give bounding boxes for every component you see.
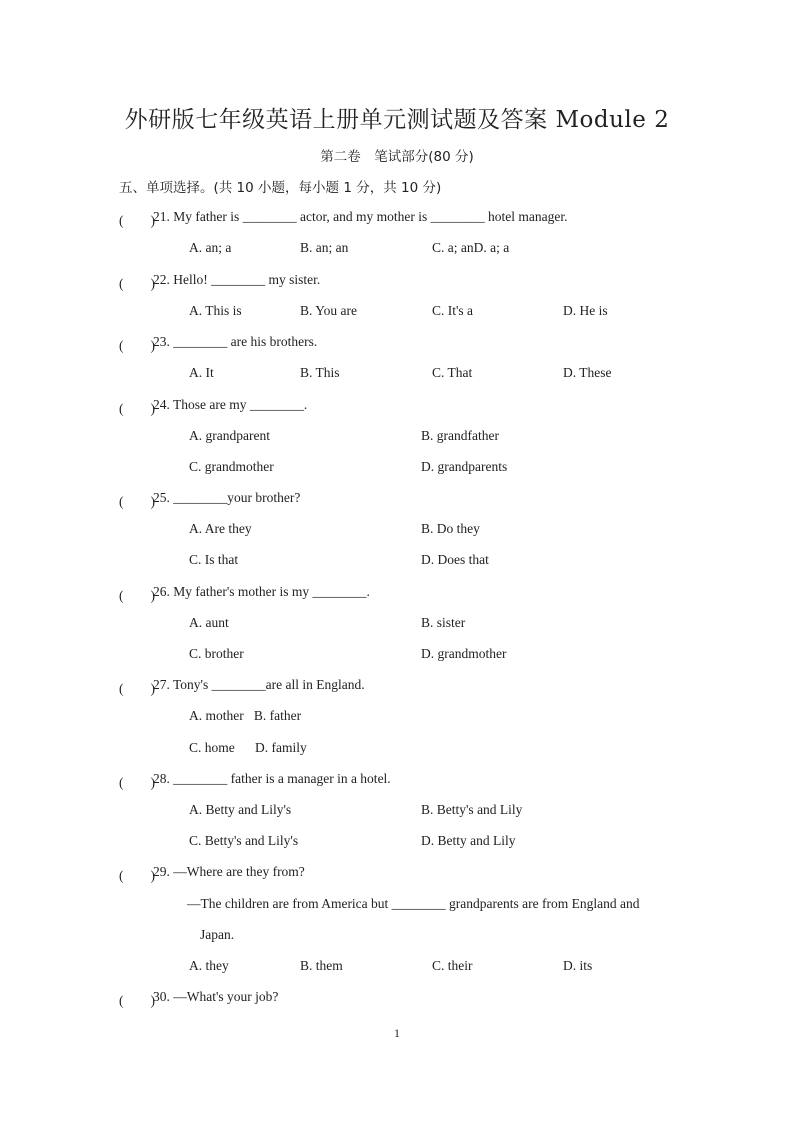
answer-blank[interactable]: ( ) bbox=[119, 681, 155, 696]
options-a-b[interactable]: A. mother B. father bbox=[189, 708, 302, 723]
answer-blank[interactable]: ( ) bbox=[119, 494, 155, 509]
question-continuation: Japan. bbox=[200, 927, 235, 942]
option-d[interactable]: D. Does that bbox=[421, 552, 489, 567]
options-c-d[interactable]: C. home D. family bbox=[189, 740, 307, 755]
document-subtitle: 第二卷 笔试部分(80 分) bbox=[320, 149, 474, 165]
answer-blank[interactable]: ( ) bbox=[119, 401, 155, 416]
question-text: 29. —Where are they from? bbox=[153, 864, 305, 879]
question-text: 26. My father's mother is my ________. bbox=[153, 584, 370, 599]
option-d[interactable]: D. grandmother bbox=[421, 646, 507, 661]
option-a[interactable]: A. This is bbox=[189, 303, 242, 318]
option-a[interactable]: A. Betty and Lily's bbox=[189, 802, 292, 817]
question-text: 27. Tony's ________are all in England. bbox=[153, 677, 365, 692]
question-text: 25. ________your brother? bbox=[153, 490, 301, 505]
question-text: 28. ________ father is a manager in a hotel. bbox=[153, 771, 391, 786]
option-b[interactable]: B. them bbox=[300, 958, 343, 973]
option-a[interactable]: A. aunt bbox=[189, 615, 229, 630]
option-c[interactable]: C. Is that bbox=[189, 552, 239, 567]
option-a[interactable]: A. It bbox=[189, 365, 214, 380]
question-text: 22. Hello! ________ my sister. bbox=[153, 272, 321, 287]
option-c[interactable]: C. It's a bbox=[432, 303, 474, 318]
option-d[interactable]: D. Betty and Lily bbox=[421, 833, 516, 848]
page-number: 1 bbox=[394, 1026, 400, 1040]
option-a[interactable]: A. an; a bbox=[189, 240, 232, 255]
option-b[interactable]: B. grandfather bbox=[421, 428, 499, 443]
option-d[interactable]: D. He is bbox=[563, 303, 608, 318]
answer-blank[interactable]: ( ) bbox=[119, 775, 155, 790]
option-b[interactable]: B. This bbox=[300, 365, 340, 380]
option-c[interactable]: C. That bbox=[432, 365, 473, 380]
answer-blank[interactable]: ( ) bbox=[119, 588, 155, 603]
question-text: 21. My father is ________ actor, and my mother is ________ hotel manager. bbox=[153, 209, 568, 224]
answer-blank[interactable]: ( ) bbox=[119, 338, 155, 353]
option-b[interactable]: B. sister bbox=[421, 615, 466, 630]
option-c[interactable]: C. grandmother bbox=[189, 459, 274, 474]
option-c[interactable]: C. brother bbox=[189, 646, 244, 661]
question-continuation: —The children are from America but ________ grandparents are from England and bbox=[187, 896, 640, 911]
option-c[interactable]: C. Betty's and Lily's bbox=[189, 833, 299, 848]
question-text: 30. —What's your job? bbox=[153, 989, 279, 1004]
option-d[interactable]: D. These bbox=[563, 365, 612, 380]
question-text: 23. ________ are his brothers. bbox=[153, 334, 318, 349]
option-c[interactable]: C. their bbox=[432, 958, 473, 973]
option-a[interactable]: A. grandparent bbox=[189, 428, 270, 443]
option-a[interactable]: A. Are they bbox=[189, 521, 252, 536]
question-text: 24. Those are my ________. bbox=[153, 397, 308, 412]
section-heading: 五、单项选择。(共 10 小题，每小题 1 分，共 10 分) bbox=[119, 180, 442, 196]
answer-blank[interactable]: ( ) bbox=[119, 213, 155, 228]
option-b[interactable]: B. Do they bbox=[421, 521, 480, 536]
option-b[interactable]: B. You are bbox=[300, 303, 358, 318]
answer-blank[interactable]: ( ) bbox=[119, 276, 155, 291]
option-d[interactable]: D. its bbox=[563, 958, 593, 973]
document-title: 外研版七年级英语上册单元测试题及答案 Module 2 bbox=[124, 107, 670, 133]
option-b[interactable]: B. an; an bbox=[300, 240, 349, 255]
option-d[interactable]: D. grandparents bbox=[421, 459, 508, 474]
option-a[interactable]: A. they bbox=[189, 958, 229, 973]
option-c[interactable]: C. a; anD. a; a bbox=[432, 240, 510, 255]
answer-blank[interactable]: ( ) bbox=[119, 868, 155, 883]
option-b[interactable]: B. Betty's and Lily bbox=[421, 802, 523, 817]
answer-blank[interactable]: ( ) bbox=[119, 993, 155, 1008]
